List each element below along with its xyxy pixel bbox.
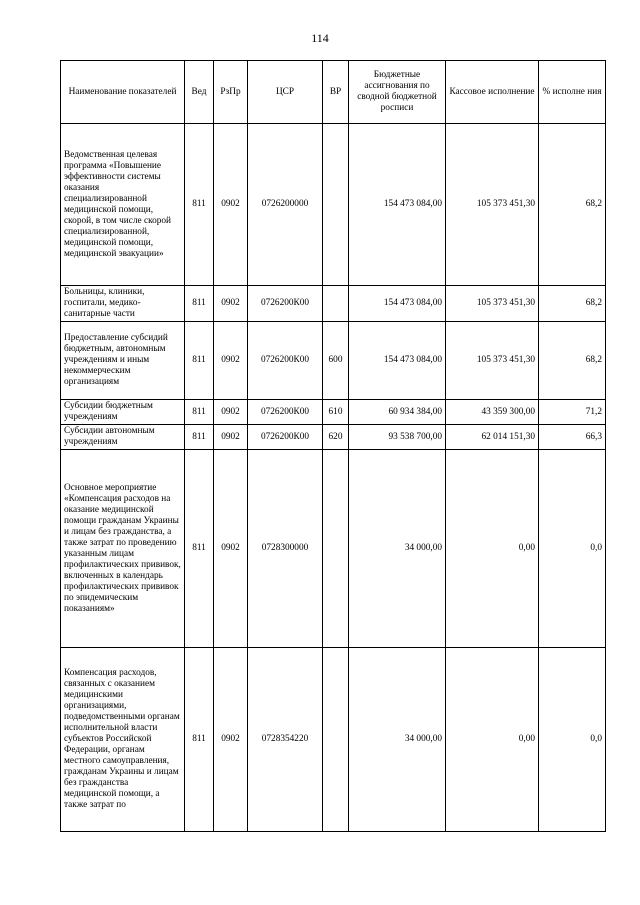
row-assigned: 154 473 084,00 — [349, 124, 446, 286]
row-vr: 600 — [323, 322, 349, 400]
row-vr — [323, 286, 349, 322]
row-vr — [323, 124, 349, 286]
row-assigned: 34 000,00 — [349, 648, 446, 832]
row-rzpr: 0902 — [214, 286, 248, 322]
row-name: Ведомственная целевая программа «Повышение эффективности системы оказания специализированной медицинской помощи, скорой, в том числе скорой специализированной, медицинской помощи, медицинской эвакуации» — [61, 124, 185, 286]
row-csr: 0726200К00 — [248, 400, 323, 425]
row-ved: 811 — [185, 124, 214, 286]
row-executed: 62 014 151,30 — [446, 425, 539, 450]
row-rzpr: 0902 — [214, 450, 248, 648]
row-assigned: 34 000,00 — [349, 450, 446, 648]
row-executed: 105 373 451,30 — [446, 124, 539, 286]
row-name: Субсидии автономным учреждениям — [61, 425, 185, 450]
row-rzpr: 0902 — [214, 124, 248, 286]
header-rzpr: РзПр — [214, 61, 248, 124]
header-assigned: Бюджетные ассигнования по сводной бюджетной росписи — [349, 61, 446, 124]
page-number: 114 — [311, 31, 329, 45]
header-vr: ВР — [323, 61, 349, 124]
row-vr — [323, 450, 349, 648]
row-rzpr: 0902 — [214, 400, 248, 425]
row-rzpr: 0902 — [214, 648, 248, 832]
table-row — [61, 648, 606, 832]
table-row — [61, 286, 606, 322]
header-name: Наименование показателей — [61, 61, 185, 124]
table-row — [61, 425, 606, 450]
row-percent: 68,2 — [539, 322, 606, 400]
row-ved: 811 — [185, 648, 214, 832]
row-csr: 0728354220 — [248, 648, 323, 832]
row-executed: 0,00 — [446, 648, 539, 832]
row-executed: 43 359 300,00 — [446, 400, 539, 425]
row-percent: 66,3 — [539, 425, 606, 450]
header-csr: ЦСР — [248, 61, 323, 124]
row-percent: 68,2 — [539, 286, 606, 322]
row-executed: 0,00 — [446, 450, 539, 648]
table-row — [61, 450, 606, 648]
header-percent: % исполне ния — [539, 61, 606, 124]
row-ved: 811 — [185, 400, 214, 425]
row-name: Компенсация расходов, связанных с оказанием медицинскими организациями, подведомственными органам исполнительной власти субъектов Российской Федерации, органам местного самоуправления, гражданам Украины и лицам без гражданства медицинской помощи, а также затрат по — [61, 648, 185, 832]
row-assigned: 154 473 084,00 — [349, 322, 446, 400]
table-row — [61, 400, 606, 425]
row-executed: 105 373 451,30 — [446, 322, 539, 400]
row-ved: 811 — [185, 286, 214, 322]
row-percent: 68,2 — [539, 124, 606, 286]
header-executed: Кассовое исполнение — [446, 61, 539, 124]
table-row — [61, 322, 606, 400]
row-ved: 811 — [185, 450, 214, 648]
row-ved: 811 — [185, 322, 214, 400]
header-ved: Вед — [185, 61, 214, 124]
row-percent: 0,0 — [539, 648, 606, 832]
row-percent: 71,2 — [539, 400, 606, 425]
row-csr: 0726200К00 — [248, 322, 323, 400]
row-vr — [323, 648, 349, 832]
table-row — [61, 124, 606, 286]
row-assigned: 60 934 384,00 — [349, 400, 446, 425]
row-csr: 0726200К00 — [248, 425, 323, 450]
row-name: Больницы, клиники, госпитали, медико-санитарные части — [61, 286, 185, 322]
row-name: Предоставление субсидий бюджетным, автономным учреждениям и иным некоммерческим организациям — [61, 322, 185, 400]
row-name: Основное мероприятие «Компенсация расходов на оказание медицинской помощи гражданам Украины и лицам без гражданства, а также затрат по проведению указанным лицам профилактических прививок, включенных в календарь профилактических прививок по эпидемическим показаниям» — [61, 450, 185, 648]
row-vr: 620 — [323, 425, 349, 450]
budget-execution-table — [60, 60, 606, 832]
row-vr: 610 — [323, 400, 349, 425]
row-percent: 0,0 — [539, 450, 606, 648]
row-rzpr: 0902 — [214, 425, 248, 450]
row-csr: 0726200К00 — [248, 286, 323, 322]
row-assigned: 93 538 700,00 — [349, 425, 446, 450]
row-name: Субсидии бюджетным учреждениям — [61, 400, 185, 425]
row-csr: 0728300000 — [248, 450, 323, 648]
row-rzpr: 0902 — [214, 322, 248, 400]
row-executed: 105 373 451,30 — [446, 286, 539, 322]
row-csr: 0726200000 — [248, 124, 323, 286]
row-assigned: 154 473 084,00 — [349, 286, 446, 322]
row-ved: 811 — [185, 425, 214, 450]
table-header-row — [61, 61, 606, 124]
